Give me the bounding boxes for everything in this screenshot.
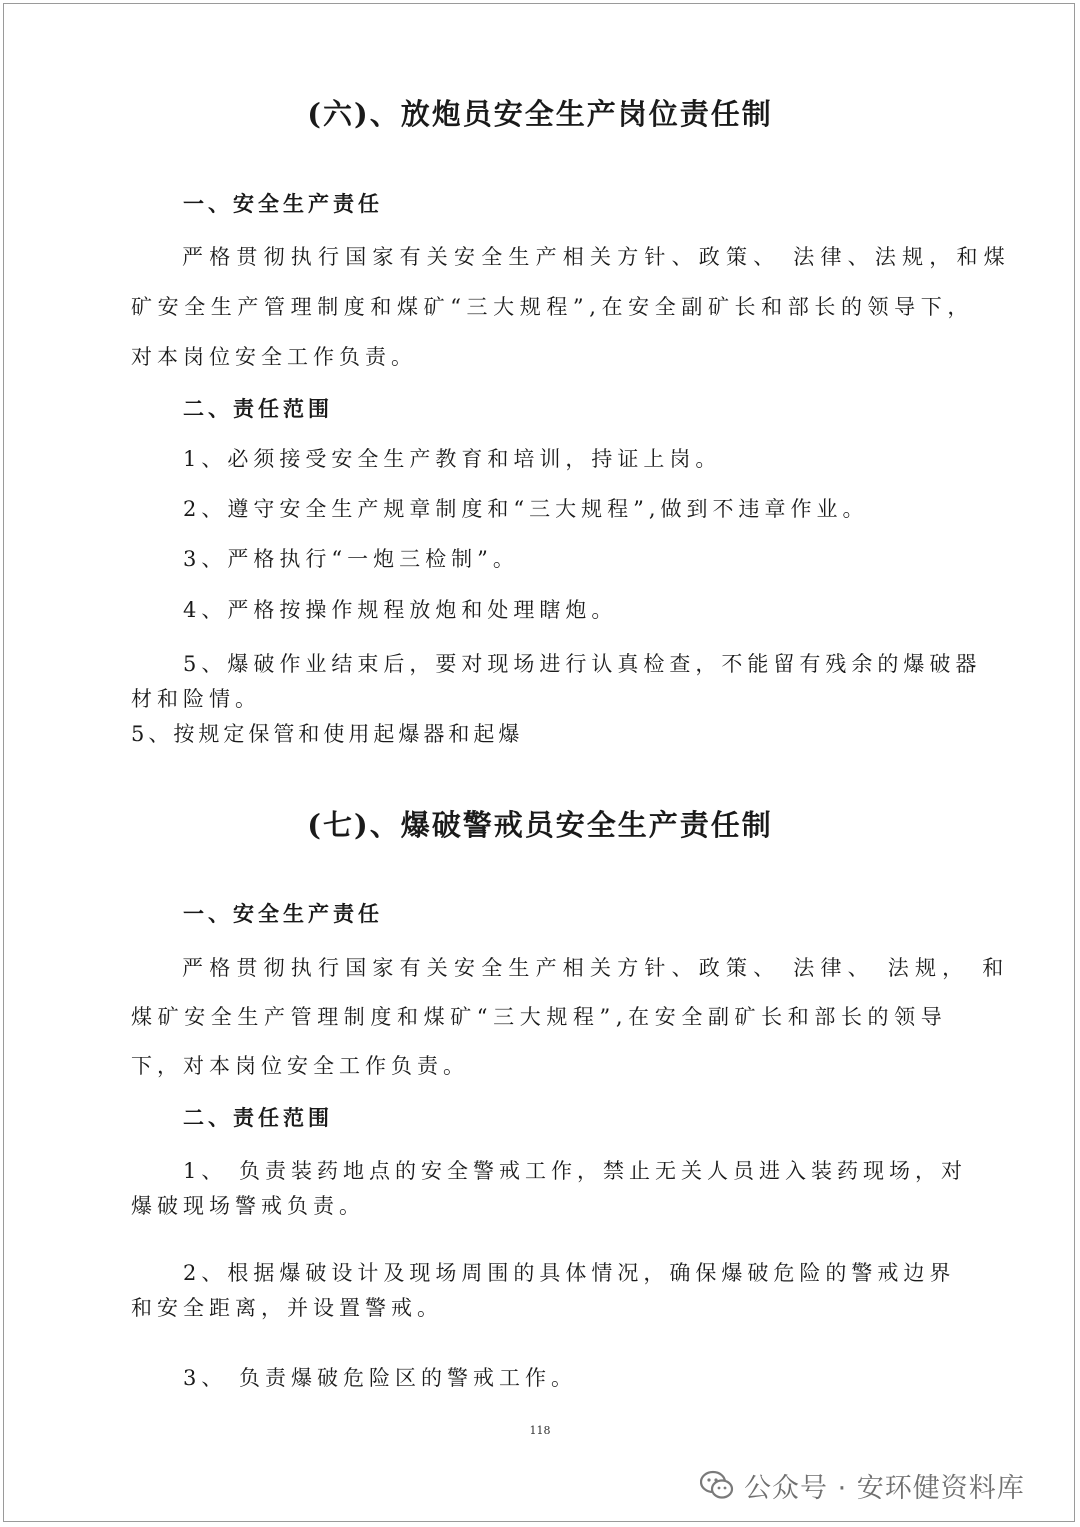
- section-7-item: 3、 负责爆破危险区的警戒工作。: [183, 1366, 578, 1390]
- section-6-item: 材和险情。: [131, 687, 261, 711]
- section-7-paragraph-line: 严格贯彻执行国家有关安全生产相关方针、政策、 法律、 法规， 和: [182, 956, 1010, 980]
- section-6-heading-2: 二、责任范围: [183, 396, 333, 421]
- watermark: [700, 1462, 1025, 1508]
- section-title-7: (七)、爆破警戒员安全生产责任制: [307, 808, 773, 842]
- section-6-item: 1、必须接受安全生产教育和培训，持证上岗。: [183, 447, 722, 471]
- section-6-item: 4、严格按操作规程放炮和处理瞎炮。: [183, 598, 618, 622]
- section-7-paragraph-line: 下，对本岗位安全工作负责。: [131, 1054, 469, 1078]
- section-7-heading-1: 一、安全生产责任: [183, 901, 383, 926]
- section-7-item: 和安全距离，并设置警戒。: [131, 1296, 443, 1320]
- section-6-paragraph-line: 对本岗位安全工作负责。: [131, 345, 417, 369]
- section-7-item: 爆破现场警戒负责。: [131, 1194, 365, 1218]
- section-7-item: 2、根据爆破设计及现场周围的具体情况，确保爆破危险的警戒边界: [183, 1261, 956, 1285]
- section-6-paragraph-line: 矿安全生产管理制度和煤矿“三大规程”,在安全副矿长和部长的领导下，: [131, 295, 974, 319]
- section-7-heading-2: 二、责任范围: [183, 1105, 333, 1130]
- section-7-paragraph-line: 煤矿安全生产管理制度和煤矿“三大规程”,在安全副矿长和部长的领导: [131, 1005, 948, 1029]
- section-7-item: 1、 负责装药地点的安全警戒工作，禁止无关人员进入装药现场，对: [183, 1159, 968, 1183]
- wechat-icon: [700, 1470, 734, 1500]
- section-title-6: (六)、放炮员安全生产岗位责任制: [307, 97, 773, 131]
- watermark-text: 公众号 · 安环健资料库: [744, 1472, 1025, 1504]
- section-6-heading-1: 一、安全生产责任: [183, 191, 383, 216]
- section-6-item: 5、按规定保管和使用起爆器和起爆: [131, 722, 524, 746]
- section-6-item: 3、严格执行“一炮三检制”。: [183, 547, 519, 571]
- section-6-item: 2、遵守安全生产规章制度和“三大规程”,做到不违章作业。: [183, 497, 869, 521]
- section-6-paragraph-line: 严格贯彻执行国家有关安全生产相关方针、政策、 法律、法规，和煤: [182, 245, 1011, 269]
- section-6-item: 5、爆破作业结束后，要对现场进行认真检查，不能留有残余的爆破器: [183, 652, 982, 676]
- page-number: 118: [529, 1424, 551, 1437]
